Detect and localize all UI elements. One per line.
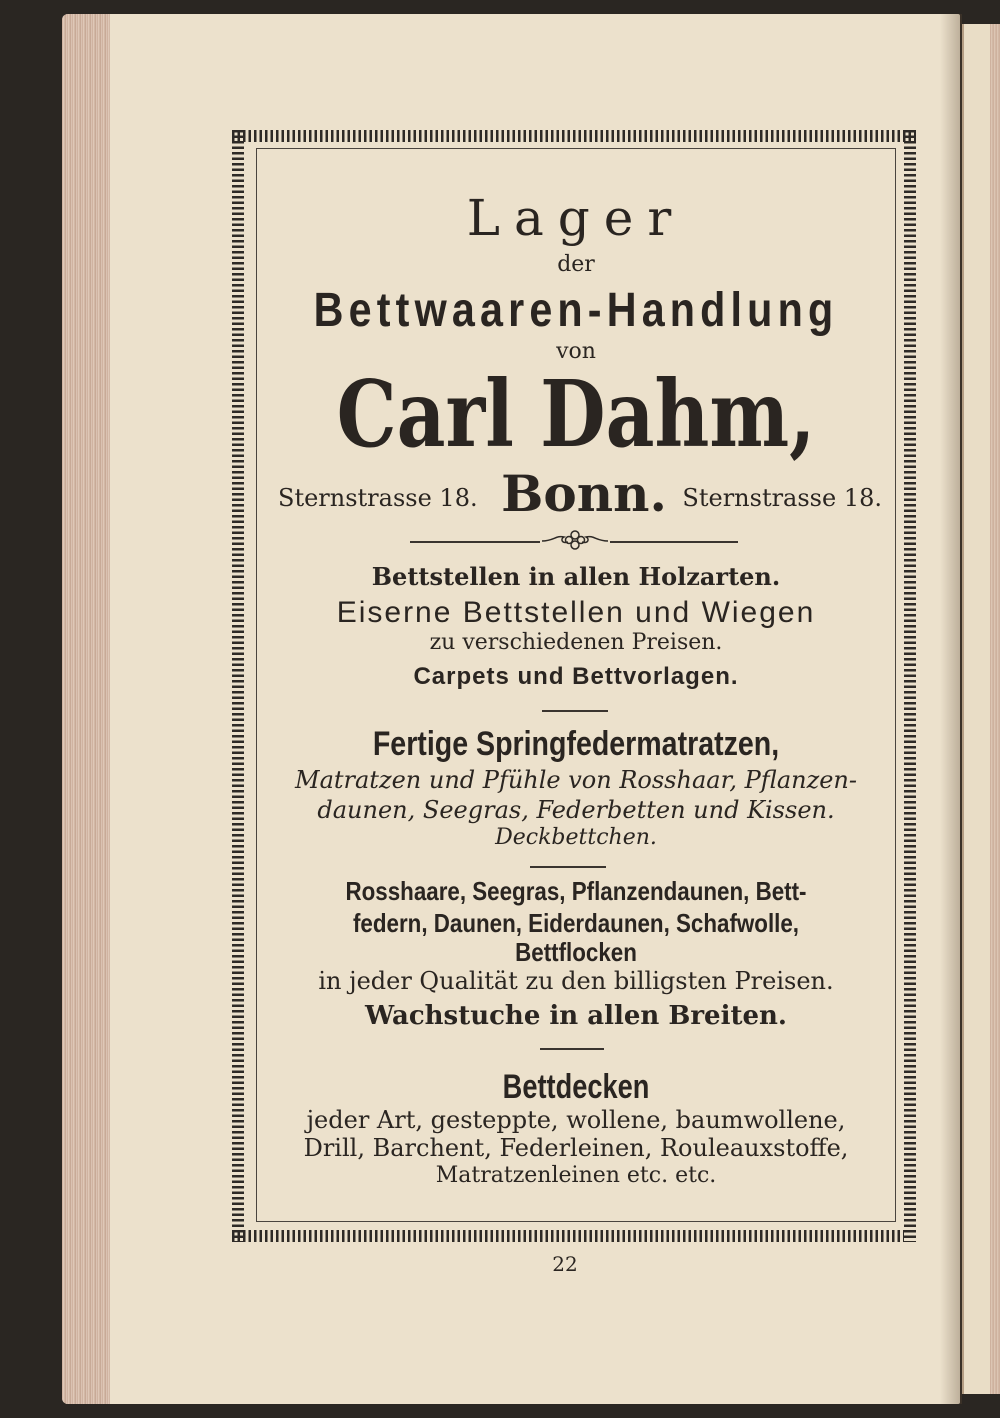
fertige-line-3: Deckbettchen.: [495, 825, 657, 850]
book-gutter: [940, 14, 962, 1404]
item-eiserne: Eiserne Bettstellen und Wiegen: [336, 596, 816, 629]
ornament-line-left: [410, 541, 540, 543]
item-carpets: Carpets und Bettvorlagen.: [413, 663, 739, 690]
quality-line: in jeder Qualität zu den billigsten Preisen.: [318, 967, 834, 995]
address-right: Sternstrasse 18.: [682, 484, 882, 512]
frame-top: [232, 130, 916, 142]
bettdecken-line-2: Drill, Barchent, Federleinen, Rouleauxstoffe,: [303, 1134, 849, 1162]
bettdecken-title: Bettdecken: [502, 1068, 650, 1106]
address-left: Sternstrasse 18.: [278, 484, 478, 512]
item-holzarten: Bettstellen in allen Holzarten.: [371, 562, 781, 591]
heading-von: von: [556, 339, 596, 364]
page-edges: [62, 14, 110, 1404]
rosshaare-line-3: Bettflocken: [515, 937, 637, 967]
heading-bettwaaren: Bettwaaren-Handlung: [313, 284, 839, 337]
fertige-title: Fertige Springfedermatratzen,: [372, 725, 780, 763]
address-line: [278, 464, 882, 528]
separator-1: [542, 710, 608, 712]
fertige-line-2: daunen, Seegras, Federbetten und Kissen.: [317, 796, 835, 824]
rosshaare-line-1: Rosshaare, Seegras, Pflanzendaunen, Bett-: [345, 876, 807, 906]
facing-page-edges: [990, 24, 1000, 1394]
ornament-line-right: [610, 541, 738, 543]
heading-der: der: [557, 252, 595, 277]
separator-2: [530, 866, 606, 868]
frame-bottom: [232, 1230, 904, 1242]
frame-right: [904, 130, 916, 1242]
heading-lager: Lager: [466, 189, 686, 247]
fertige-line-1: Matratzen und Pfühle von Rosshaar, Pflanzen-: [295, 766, 857, 794]
city-name: Bonn.: [501, 464, 667, 523]
frame-left: [232, 130, 244, 1242]
wachstuche-line: Wachstuche in allen Breiten.: [365, 1001, 787, 1031]
bettdecken-line-1: jeder Art, gesteppte, wollene, baumwollene,: [306, 1106, 846, 1134]
item-preisen: zu verschiedenen Preisen.: [429, 630, 723, 655]
merchant-name: Carl Dahm,: [336, 360, 816, 468]
page-number: 22: [552, 1252, 578, 1276]
separator-3: [540, 1048, 604, 1050]
bettdecken-line-3: Matratzenleinen etc. etc.: [435, 1163, 717, 1188]
flourish-icon: [540, 526, 610, 554]
rosshaare-line-2: federn, Daunen, Eiderdaunen, Schafwolle,: [352, 908, 800, 938]
